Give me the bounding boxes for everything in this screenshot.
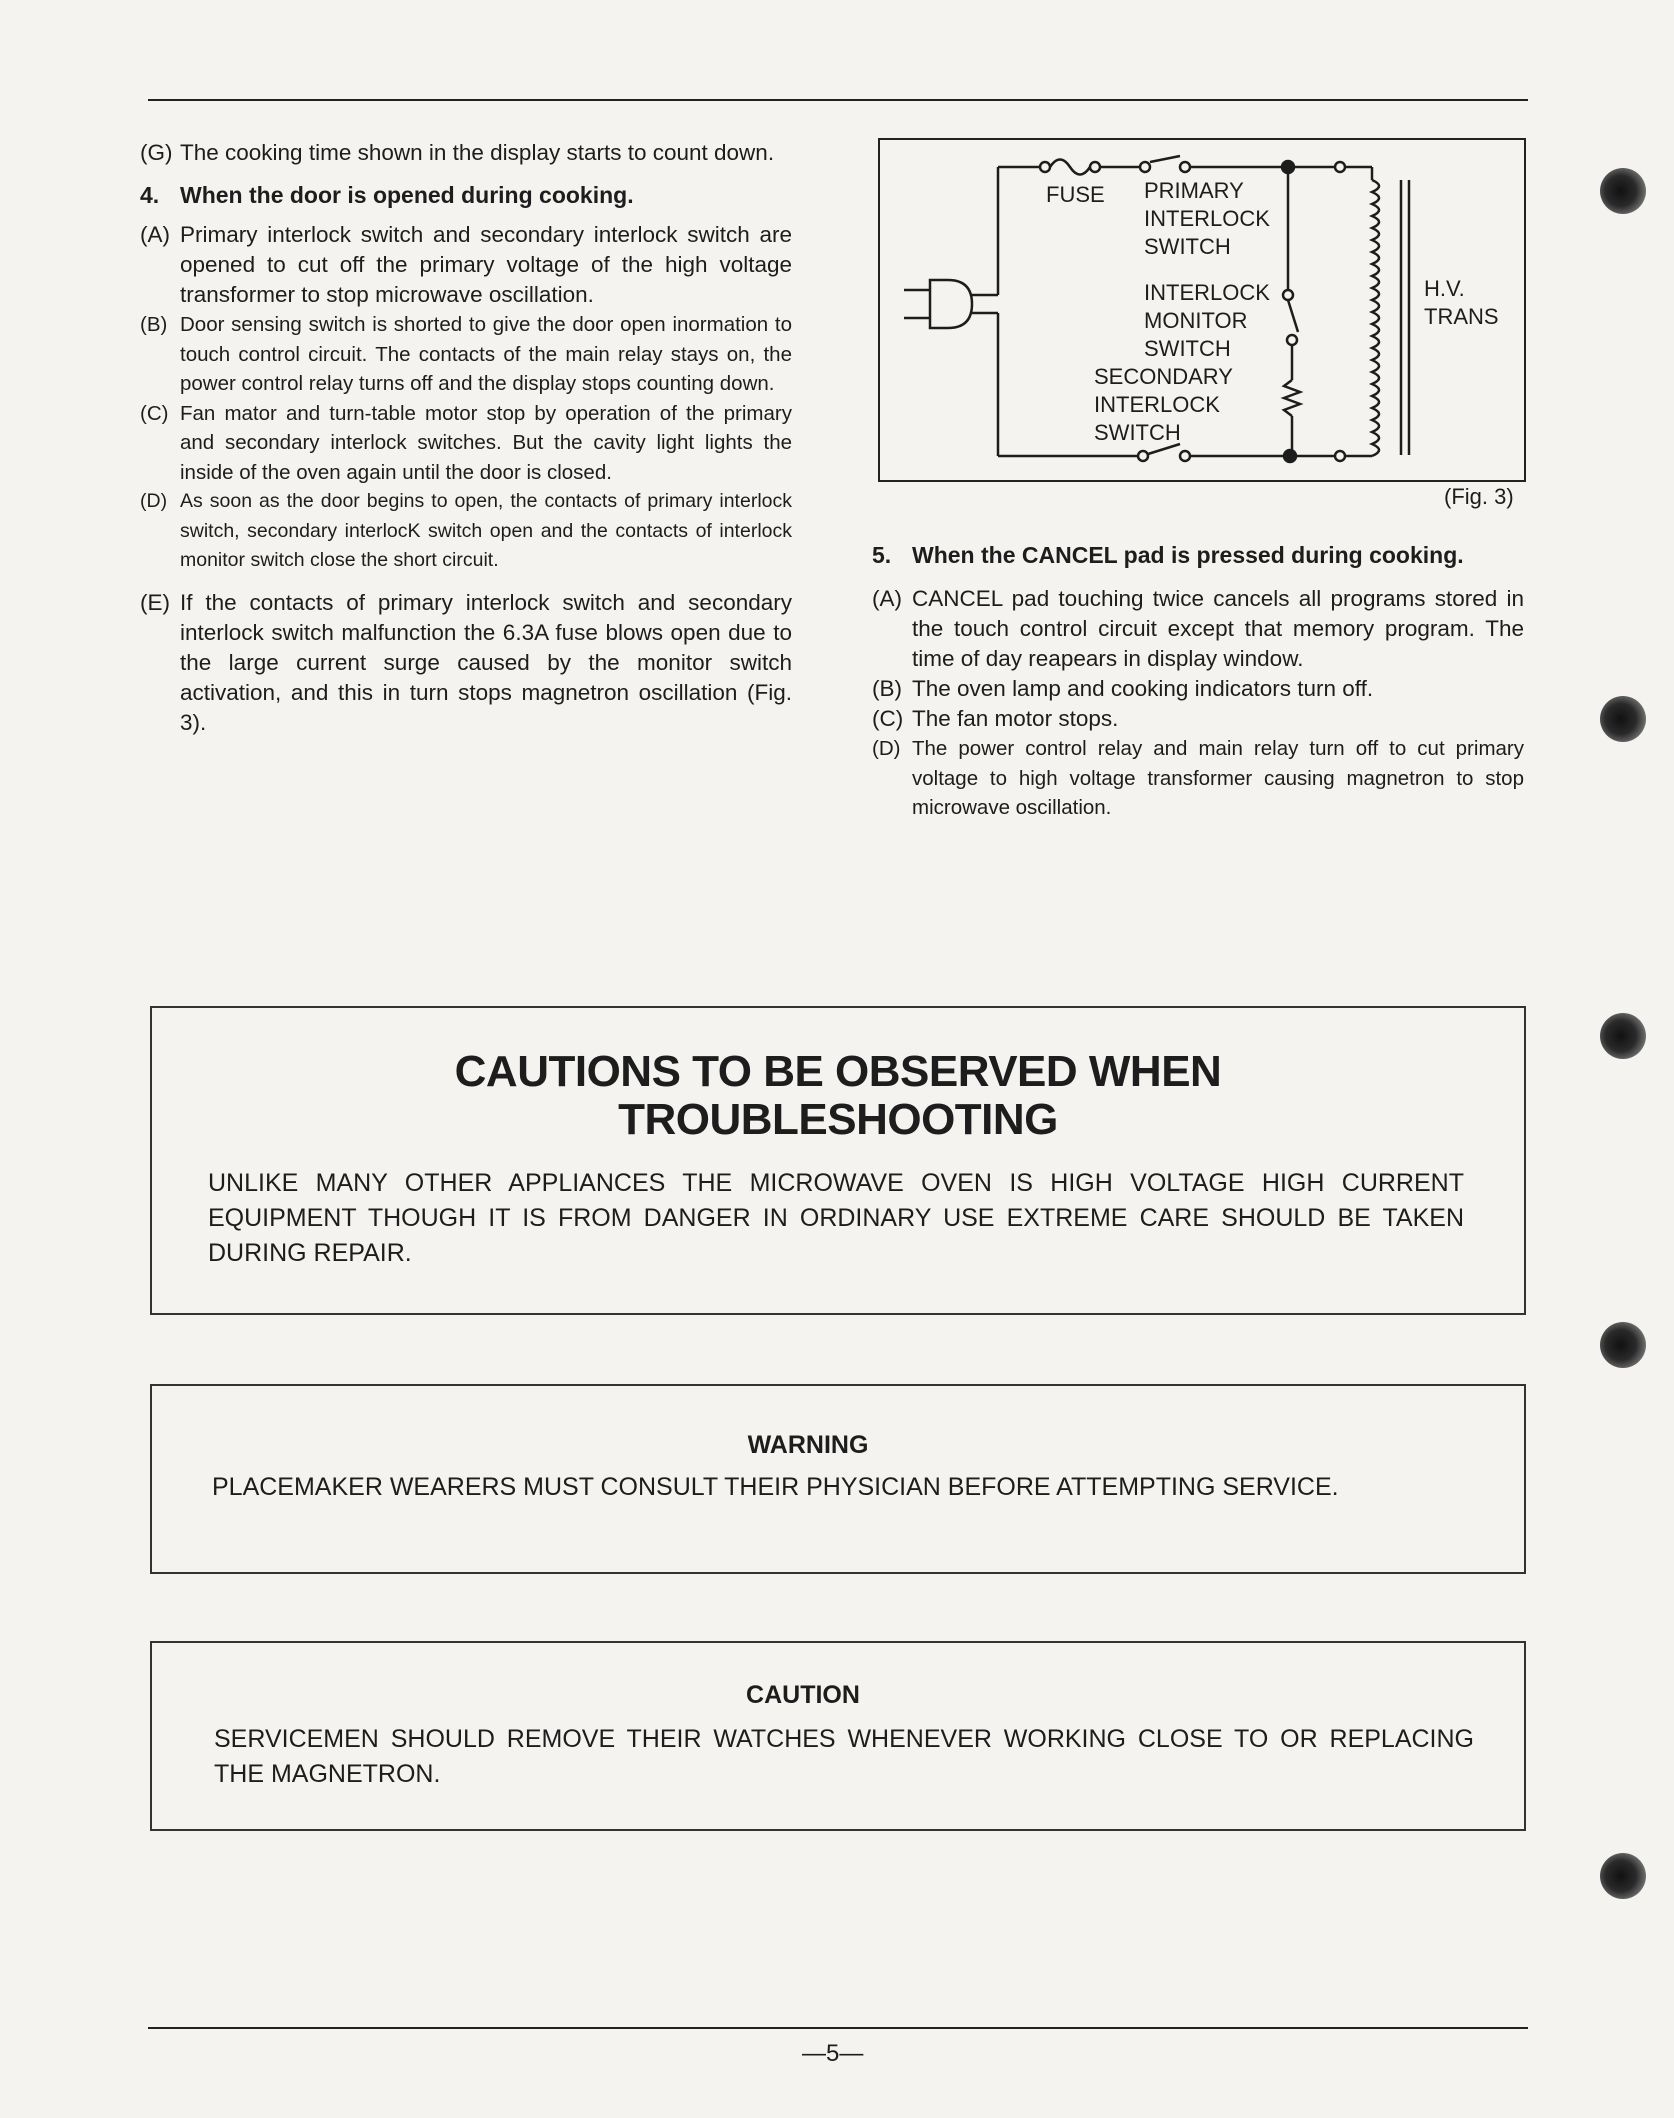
warning-box: [150, 1384, 1526, 1574]
section-4-heading: [140, 180, 792, 210]
primary-switch-label: SWITCH: [1144, 234, 1231, 259]
caution-title: CAUTION: [746, 1681, 860, 1709]
list-item-marker: (B): [872, 676, 902, 701]
list-item-text: Fan mator and turn-table motor stop by operation of the primary and secondary interlock switches. But the cavity light lights the inside of the oven again until the door is closed.: [180, 401, 792, 484]
warning-body: PLACEMAKER WEARERS MUST CONSULT THEIR PHYSICIAN BEFORE ATTEMPTING SERVICE.: [212, 1473, 1339, 1501]
list-item: [140, 487, 792, 576]
list-item: [872, 734, 1524, 823]
list-item-text: The power control relay and main relay turn off to cut primary voltage to high voltage transformer causing magnetron to stop microwave oscillation.: [912, 737, 1524, 819]
list-item-marker: (A): [140, 222, 170, 247]
list-item-marker: (D): [872, 737, 901, 760]
list-item-text: CANCEL pad touching twice cancels all programs stored in the touch control circuit except that memory program. The time of day reapears in display window.: [912, 586, 1524, 671]
page-number: —5—: [802, 2040, 864, 2067]
monitor-switch-label: SWITCH: [1144, 336, 1231, 361]
binder-hole: [1600, 168, 1646, 214]
list-item-text: As soon as the door begins to open, the contacts of primary interlock switch, secondary interlocK switch open and the contacts of interlock monitor switch close the short circuit.: [180, 490, 792, 571]
section-5-number: 5.: [872, 542, 892, 568]
primary-switch-label: INTERLOCK: [1144, 206, 1270, 231]
cautions-title-line: CAUTIONS TO BE OBSERVED WHEN: [454, 1047, 1222, 1096]
section-5-title: When the CANCEL pad is pressed during cooking.: [912, 542, 1464, 568]
caution-body: SERVICEMEN SHOULD REMOVE THEIR WATCHES WHENEVER WORKING CLOSE TO OR REPLACING THE MAGNETRON.: [214, 1725, 1474, 1788]
list-item: [872, 674, 1524, 704]
secondary-switch-label: SWITCH: [1094, 420, 1181, 445]
list-item-marker: (C): [140, 401, 169, 425]
caution-box: [150, 1641, 1526, 1831]
transformer-label: TRANS: [1424, 304, 1499, 329]
cautions-body: UNLIKE MANY OTHER APPLIANCES THE MICROWAVE OVEN IS HIGH VOLTAGE HIGH CURRENT EQUIPMENT THOUGH IT IS FROM DANGER IN ORDINARY USE EXTREME CARE SHOULD BE TAKEN DURING REPAIR.: [208, 1169, 1464, 1267]
list-item: [140, 399, 792, 488]
fuse-label: FUSE: [1046, 182, 1105, 207]
list-item-text: The oven lamp and cooking indicators turn off.: [912, 676, 1374, 701]
right-column: [872, 540, 1524, 823]
list-item: [872, 584, 1524, 674]
item-g-text: The cooking time shown in the display starts to count down.: [180, 140, 775, 165]
cautions-box: [150, 1006, 1526, 1315]
list-item-marker: (D): [140, 490, 168, 512]
warning-title: WARNING: [747, 1431, 869, 1459]
left-column: [140, 138, 792, 738]
monitor-switch-label: MONITOR: [1144, 308, 1248, 333]
section-4-title: When the door is opened during cooking.: [180, 182, 634, 208]
item-g: [140, 138, 792, 168]
figure-3-frame: [878, 138, 1526, 482]
transformer-label: H.V.: [1424, 276, 1465, 301]
section-4-number: 4.: [140, 182, 160, 208]
binder-hole: [1600, 1013, 1646, 1059]
circuit-diagram: [880, 140, 1524, 480]
list-item: [872, 704, 1524, 734]
list-item: [140, 588, 792, 738]
binder-hole: [1600, 1853, 1646, 1899]
secondary-switch-label: SECONDARY: [1094, 364, 1233, 389]
list-item-marker: (E): [140, 589, 170, 615]
cautions-title: [152, 1048, 1524, 1144]
binder-hole: [1600, 1322, 1646, 1368]
figure-caption: (Fig. 3): [1444, 484, 1514, 509]
primary-switch-label: PRIMARY: [1144, 178, 1244, 203]
binder-hole: [1600, 696, 1646, 742]
list-item: [140, 220, 792, 310]
cautions-title-line: TROUBLESHOOTING: [618, 1095, 1058, 1144]
list-item-text: Door sensing switch is shorted to give the door open inormation to touch control circuit. The contacts of the main relay stays on, the power control relay turns off and the display stops counting down.: [180, 313, 792, 395]
item-g-marker: (G): [140, 140, 173, 165]
list-item: [140, 310, 792, 399]
section-5-heading: [872, 540, 1524, 570]
list-item-text: If the contacts of primary interlock switch and secondary interlock switch malfunction the 6.3A fuse blows open due to the large current surge caused by the monitor switch activation, and this in turn stops magnetron oscillation (Fig. 3).: [180, 589, 792, 735]
bottom-rule: [148, 2027, 1528, 2029]
list-item-text: The fan motor stops.: [912, 706, 1119, 731]
list-item-marker: (C): [872, 706, 904, 731]
list-item-marker: (B): [140, 313, 168, 336]
list-item-text: Primary interlock switch and secondary interlock switch are opened to cut off the primary voltage of the high voltage transformer to stop microwave oscillation.: [180, 222, 792, 307]
secondary-switch-label: INTERLOCK: [1094, 392, 1220, 417]
top-rule: [148, 99, 1528, 101]
monitor-switch-label: INTERLOCK: [1144, 280, 1270, 305]
list-item-marker: (A): [872, 586, 902, 611]
